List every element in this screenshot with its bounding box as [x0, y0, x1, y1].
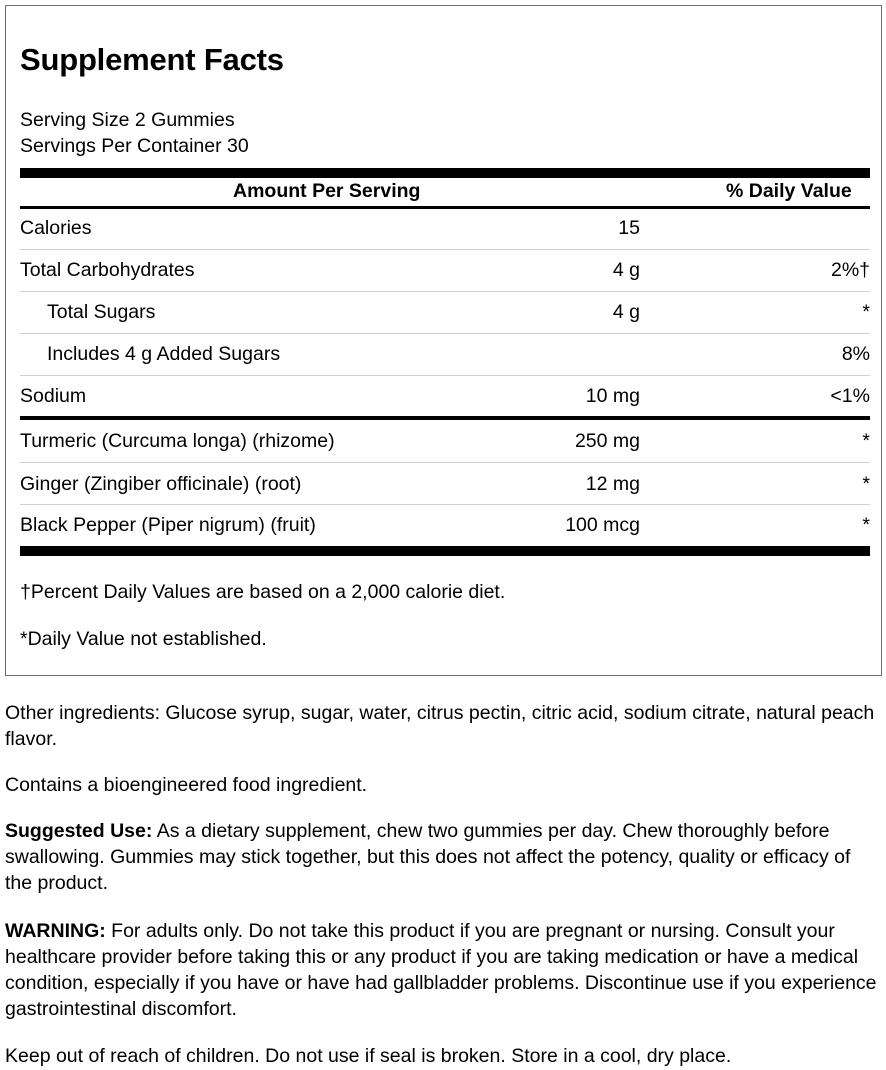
- servings-per-container: Servings Per Container 30: [20, 135, 249, 157]
- row-name: Ginger (Zingiber officinale) (root): [20, 473, 302, 495]
- warning-body: For adults only. Do not take this product if you are pregnant or nursing. Consult your healthcare provider before taking this or any product if you are taking medication or have a medical condition, especially if you have or have had gallbladder problems. Discontinue use if you experience gastrointestinal discomfort.: [5, 920, 877, 1020]
- row-daily-value: *: [862, 430, 870, 452]
- thick-divider-bottom: [20, 546, 870, 556]
- bioengineered-notice: Contains a bioengineered food ingredient.: [5, 774, 368, 796]
- row-amount: 4 g: [612, 301, 640, 323]
- row-amount: 4 g: [612, 259, 640, 281]
- table-row: [20, 420, 870, 462]
- row-name: Total Sugars: [47, 301, 156, 323]
- storage-notice: Keep out of reach of children. Do not use if seal is broken. Store in a cool, dry place.: [5, 1045, 732, 1067]
- row-amount: 15: [618, 217, 640, 239]
- thick-divider-top: [20, 168, 870, 178]
- row-name: Sodium: [20, 385, 87, 407]
- row-name: Calories: [20, 217, 92, 239]
- table-row: [20, 375, 870, 417]
- row-amount: 12 mg: [585, 473, 640, 495]
- table-row: [20, 504, 870, 546]
- header-amount-per-serving: Amount Per Serving: [233, 180, 421, 202]
- table-row: [20, 463, 870, 505]
- warning-label: WARNING:: [5, 920, 106, 942]
- row-daily-value: 2%†: [830, 259, 870, 281]
- row-daily-value: *: [862, 473, 870, 495]
- row-daily-value: 8%: [841, 343, 870, 365]
- row-name: Total Carbohydrates: [20, 259, 195, 281]
- table-row: [20, 207, 870, 249]
- footnote-not-established: *Daily Value not established.: [20, 628, 267, 650]
- header-daily-value: % Daily Value: [726, 180, 852, 202]
- serving-size: Serving Size 2 Gummies: [20, 109, 235, 131]
- facts-title: Supplement Facts: [20, 42, 284, 77]
- suggested-use-label: Suggested Use:: [5, 820, 153, 842]
- row-daily-value: *: [862, 301, 870, 323]
- row-name: Black Pepper (Piper nigrum) (fruit): [20, 514, 316, 536]
- row-daily-value: <1%: [830, 385, 870, 407]
- row-amount: 100 mcg: [565, 514, 640, 536]
- other-ingredients: Other ingredients: Glucose syrup, sugar, water, citrus pectin, citric acid, sodium citrate, natural peach flavor.: [5, 702, 875, 750]
- table-row: [20, 249, 870, 291]
- table-row: [20, 333, 870, 375]
- row-daily-value: *: [862, 514, 870, 536]
- row-name: Turmeric (Curcuma longa) (rhizome): [20, 430, 335, 452]
- table-row: [20, 291, 870, 333]
- row-amount: 10 mg: [585, 385, 640, 407]
- supplement-facts-panel: [5, 5, 882, 676]
- footnote-daily-value: †Percent Daily Values are based on a 2,000 calorie diet.: [20, 581, 506, 603]
- warning: [5, 918, 877, 1022]
- suggested-use-body: As a dietary supplement, chew two gummies per day. Chew thoroughly before swallowing. Gummies may stick together, but this does not affect the potency, quality or efficacy of the product.: [5, 820, 851, 894]
- row-amount: 250 mg: [574, 430, 640, 452]
- suggested-use: [5, 818, 877, 896]
- row-name: Includes 4 g Added Sugars: [47, 343, 281, 365]
